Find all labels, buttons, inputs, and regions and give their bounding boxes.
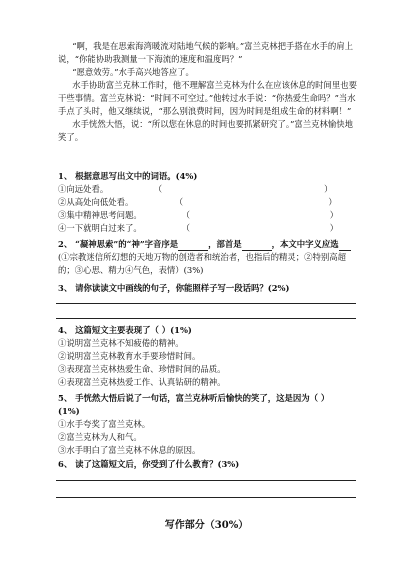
question-2 <box>58 238 358 277</box>
question-5-stem: 5、 手恍然大悟后说了一句话，富兰克林听后愉快的笑了，这是因为（ ） <box>58 393 330 403</box>
passage-paragraph-4: 水手恍然大悟，说：“所以您在休息的时间也要抓紧研究了。”富兰克林愉快地笑了。 <box>58 119 354 143</box>
answer-blank[interactable] <box>230 222 290 235</box>
answer-blank[interactable] <box>213 183 273 196</box>
passage-paragraph-3: 水手协助富兰克林工作时，他不理解富兰克林为什么在应该休息的时间里也要干些事情。富兰克林说：“时间不可空过。”他转过水手说：“你热爱生命吗？”当水手点了头时，他又继续说，“那么别浪费时间，因为时间是组成生命的材料啊！” <box>58 80 358 117</box>
answer-blank[interactable] <box>230 209 290 222</box>
passage-paragraph-2: “愿意效劳。”水手高兴地答应了。 <box>72 67 194 78</box>
radical-blank[interactable] <box>242 242 272 251</box>
answer-line[interactable] <box>56 480 356 481</box>
question-1-option: ①向远处看。 （ ） <box>58 183 358 196</box>
question-5-option[interactable]: ①水手夸奖了富兰克林。 <box>58 419 151 430</box>
question-3-stem: 3、 请你读读文中画线的句子，你能照样子写一段话吗？(2%) <box>58 283 290 293</box>
answer-line[interactable] <box>56 303 356 304</box>
question-1-option: ②从高处向低处看。 （ ） <box>58 196 358 209</box>
question-4-option[interactable]: ④表现富兰克林热爱工作、认真钻研的精神。 <box>58 377 226 388</box>
question-6-stem: 6、 读了这篇短文后，你受到了什么教育？(3%) <box>58 459 240 469</box>
question-5 <box>58 392 358 457</box>
question-4-stem: 4、 这篇短文主要表现了（ ）(1%) <box>58 325 192 335</box>
reading-passage <box>58 40 358 144</box>
question-4 <box>58 324 358 389</box>
answer-blank[interactable] <box>226 196 286 209</box>
question-5-score: (1%) <box>58 406 80 417</box>
question-4-option[interactable]: ②说明富兰克林教育水手要珍惜时间。 <box>58 351 201 362</box>
section-title: 写作部分（30%） <box>164 520 249 531</box>
question-6 <box>58 458 358 471</box>
question-1 <box>58 170 358 235</box>
question-5-option[interactable]: ②富兰克林为人和气。 <box>58 432 142 443</box>
question-3 <box>58 282 358 295</box>
answer-line[interactable] <box>56 318 356 319</box>
question-4-option[interactable]: ③表现富兰克林热爱生命、珍惜时间的品质。 <box>58 364 226 375</box>
question-2-choices: (①宗教迷信所幻想的天地万物的创造者和统治者，也指后的精灵；②特别高超的；③心思、精力④气色，表情）(3%) <box>58 252 347 276</box>
question-5-option[interactable]: ③水手明白了富兰克林不休息的原因。 <box>58 445 201 456</box>
passage-paragraph-1: “啊，我是在思索海湾暖流对陆地气候的影响。”富兰克林把手搭在水手的肩上说，“你能协助我测量一下海流的速度和温度吗？” <box>58 41 354 65</box>
question-4-option[interactable]: ①说明富兰克林不知疲倦的精神。 <box>58 338 184 349</box>
question-2-stem: 2、 “凝神思索”的“神”字音序是 ，部首是 ，本文中字义应选 <box>58 238 358 251</box>
meaning-blank[interactable] <box>339 242 351 251</box>
question-1-option: ③集中精神思考问题。 （ ） <box>58 209 358 222</box>
answer-line[interactable] <box>56 497 356 498</box>
pinyin-blank[interactable] <box>178 242 208 251</box>
question-1-stem: 1、 根据意思写出文中的词语。(4%) <box>58 171 198 181</box>
question-1-option: ④一下就明白过来了。 （ ） <box>58 222 358 235</box>
